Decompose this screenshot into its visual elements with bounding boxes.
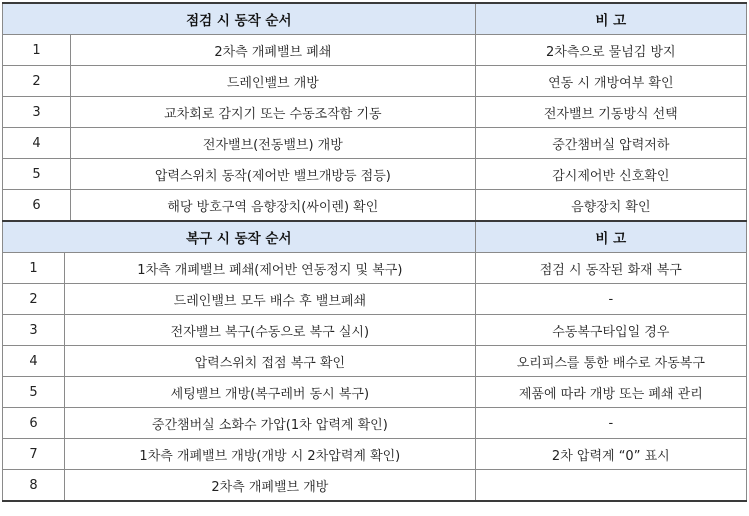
step-action: 드레인밸브 개방 [71, 66, 476, 97]
step-remark: 중간챔버실 압력저하 [475, 128, 746, 159]
table-row [3, 190, 747, 222]
table-row [3, 35, 747, 66]
table-row [3, 346, 747, 377]
step-action: 세팅밸브 개방(복구레버 동시 복구) [65, 377, 476, 408]
step-remark: - [475, 284, 746, 315]
step-number: 6 [3, 190, 71, 222]
table-row [3, 159, 747, 190]
step-number: 1 [3, 253, 65, 284]
step-number: 5 [3, 377, 65, 408]
table-row [3, 315, 747, 346]
step-remark: 2차측으로 물넘김 방지 [475, 35, 746, 66]
step-action: 2차측 개폐밸브 폐쇄 [71, 35, 476, 66]
step-action: 교차회로 감지기 또는 수동조작함 기동 [71, 97, 476, 128]
step-remark [475, 470, 746, 502]
inspection-header-action: 점검 시 동작 순서 [3, 3, 476, 35]
step-remark: - [475, 408, 746, 439]
step-number: 5 [3, 159, 71, 190]
table-row [3, 408, 747, 439]
table-row [3, 439, 747, 470]
step-number: 7 [3, 439, 65, 470]
table-row [3, 284, 747, 315]
step-action: 드레인밸브 모두 배수 후 밸브폐쇄 [65, 284, 476, 315]
step-action: 압력스위치 접점 복구 확인 [65, 346, 476, 377]
inspection-table [2, 2, 747, 222]
step-number: 3 [3, 97, 71, 128]
step-number: 3 [3, 315, 65, 346]
step-remark: 전자밸브 기동방식 선택 [475, 97, 746, 128]
table-row [3, 470, 747, 502]
step-number: 4 [3, 346, 65, 377]
step-action: 전자밸브(전동밸브) 개방 [71, 128, 476, 159]
step-action: 해당 방호구역 음향장치(싸이렌) 확인 [71, 190, 476, 222]
step-number: 1 [3, 35, 71, 66]
table-row [3, 97, 747, 128]
restoration-header-row [3, 222, 747, 253]
step-remark: 2차 압력계 “0” 표시 [475, 439, 746, 470]
step-action: 1차측 개폐밸브 폐쇄(제어반 연동정지 및 복구) [65, 253, 476, 284]
restoration-header-remark: 비 고 [475, 222, 746, 253]
step-number: 4 [3, 128, 71, 159]
restoration-header-action: 복구 시 동작 순서 [3, 222, 476, 253]
table-row [3, 128, 747, 159]
step-number: 8 [3, 470, 65, 502]
step-number: 2 [3, 66, 71, 97]
step-action: 1차측 개폐밸브 개방(개방 시 2차압력계 확인) [65, 439, 476, 470]
table-row [3, 66, 747, 97]
restoration-table [2, 222, 747, 502]
step-action: 중간챔버실 소화수 가압(1차 압력계 확인) [65, 408, 476, 439]
step-remark: 수동복구타입일 경우 [475, 315, 746, 346]
step-number: 2 [3, 284, 65, 315]
inspection-header-row [3, 3, 747, 35]
step-remark: 음향장치 확인 [475, 190, 746, 222]
step-action: 2차측 개폐밸브 개방 [65, 470, 476, 502]
table-row [3, 253, 747, 284]
step-remark: 연동 시 개방여부 확인 [475, 66, 746, 97]
step-remark: 감시제어반 신호확인 [475, 159, 746, 190]
step-remark: 점검 시 동작된 화재 복구 [475, 253, 746, 284]
step-remark: 제품에 따라 개방 또는 폐쇄 관리 [475, 377, 746, 408]
step-action: 압력스위치 동작(제어반 밸브개방등 점등) [71, 159, 476, 190]
step-number: 6 [3, 408, 65, 439]
table-row [3, 377, 747, 408]
step-action: 전자밸브 복구(수동으로 복구 실시) [65, 315, 476, 346]
step-remark: 오리피스를 통한 배수로 자동복구 [475, 346, 746, 377]
inspection-header-remark: 비 고 [475, 3, 746, 35]
